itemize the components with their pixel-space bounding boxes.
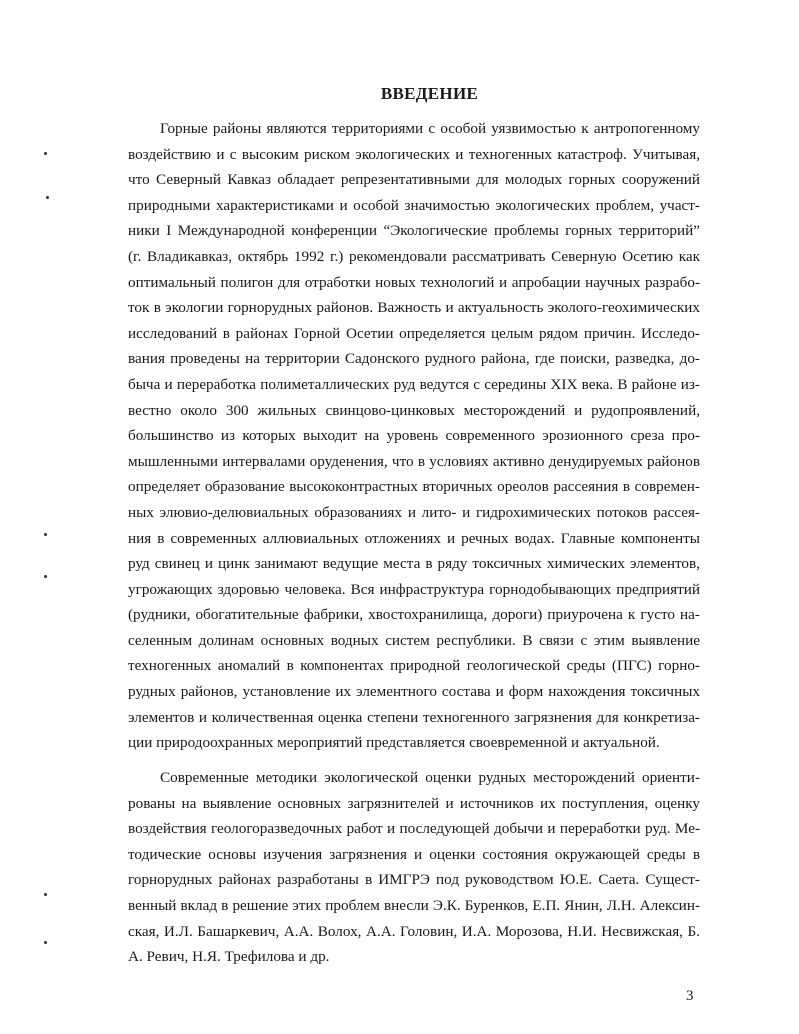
scan-speck xyxy=(44,941,47,944)
text-line: А. Ревич, Н.Я. Трефилова и др. xyxy=(128,948,330,966)
text-line: быча и переработка полиметаллических руд ведутся с середины XIX века. В районе из- xyxy=(128,375,700,393)
text-line: воздействия геологоразведочных работ и последующей добычи и переработки руд. Ме- xyxy=(128,820,700,838)
scan-speck xyxy=(44,893,47,896)
text-line: оптимальный полигон для отработки новых технологий и апробации научных разрабо- xyxy=(128,273,700,291)
text-line: (рудники, обогатительные фабрики, хвостохранилища, дороги) приурочена к густо на- xyxy=(128,606,700,624)
text-line: мышленными интервалами оруденения, что в условиях активно денудируемых районов xyxy=(128,452,700,470)
text-line: тодические основы изучения загрязнения и оценки состояния окружающей среды в xyxy=(128,845,700,863)
text-line: что Северный Кавказ обладает репрезентативными для молодых горных сооружений xyxy=(128,171,700,189)
text-line: угрожающих здоровью человека. Вся инфраструктура горнодобывающих предприятий xyxy=(128,580,700,598)
text-line: (г. Владикавказ, октябрь 1992 г.) рекомендовали рассматривать Северную Осетию как xyxy=(128,247,700,265)
text-line: ток в экологии горнорудных районов. Важность и актуальность эколого-геохимических xyxy=(128,299,700,317)
scan-speck xyxy=(44,575,47,578)
text-line: ская, И.Л. Башаркевич, А.А. Волох, А.А. Головин, И.А. Морозова, Н.И. Несвижская, Б. xyxy=(128,922,700,940)
text-line: горнорудных районах разработаны в ИМГРЭ под руководством Ю.Е. Саета. Сущест- xyxy=(128,871,700,889)
text-line: вестно около 300 жильных свинцово-цинковых месторождений и рудопроявлений, xyxy=(128,401,700,419)
text-line: исследований в районах Горной Осетии определяется целым рядом причин. Исследо- xyxy=(128,324,700,342)
text-line: воздействию и с высоким риском экологических и техногенных катастроф. Учитывая, xyxy=(128,145,700,163)
text-line: большинство из которых выходит на уровень современного эрозионного среза про- xyxy=(128,427,700,445)
text-line: ния в современных аллювиальных отложениях и речных водах. Главные компоненты xyxy=(128,529,700,547)
text-line: рудных районов, установление их элементного состава и форм нахождения токсичных xyxy=(128,683,700,701)
page-number: 3 xyxy=(686,988,694,1004)
text-line: определяет образование высококонтрастных вторичных ореолов рассеяния в современ- xyxy=(128,478,700,496)
text-line: ники I Международной конференции “Экологические проблемы горных территорий” xyxy=(128,222,700,240)
text-line: венный вклад в решение этих проблем внесли Э.К. Буренков, Е.П. Янин, Л.Н. Алексин- xyxy=(128,896,700,914)
text-line: ции природоохранных мероприятий представляется своевременной и актуальной. xyxy=(128,734,660,752)
text-line: рованы на выявление основных загрязнителей и источников их поступления, оценку xyxy=(128,794,700,812)
text-line: техногенных аномалий в компонентах природной геологической среды (ПГС) горно- xyxy=(128,657,700,675)
text-line: селенным долинам основных водных систем республики. В связи с этим выявление xyxy=(128,631,700,649)
text-line: природными характеристиками и особой значимостью экологических проблем, участ- xyxy=(128,196,700,214)
text-line: руд свинец и цинк занимают ведущие места в ряду токсичных химических элементов, xyxy=(128,555,700,573)
text-line: Современные методики экологической оценки рудных месторождений ориенти- xyxy=(160,769,700,786)
text-line: вания проведены на территории Садонского рудного района, где поиски, разведка, до- xyxy=(128,350,700,368)
text-line: Горные районы являются территориями с особой уязвимостью к антропогенному xyxy=(160,120,700,137)
scan-speck xyxy=(44,533,47,536)
text-line: ных элювио-делювиальных образованиях и лито- и гидрохимических потоков рассея- xyxy=(128,503,700,521)
scan-speck xyxy=(46,196,49,199)
paragraph-1 xyxy=(128,116,700,756)
paragraph-2 xyxy=(128,765,700,970)
page-title: ВВЕДЕНИЕ xyxy=(380,84,479,103)
text-line: элементов и количественная оценка степени техногенного загрязнения для конкретиза- xyxy=(128,708,700,726)
scan-speck xyxy=(44,152,47,155)
